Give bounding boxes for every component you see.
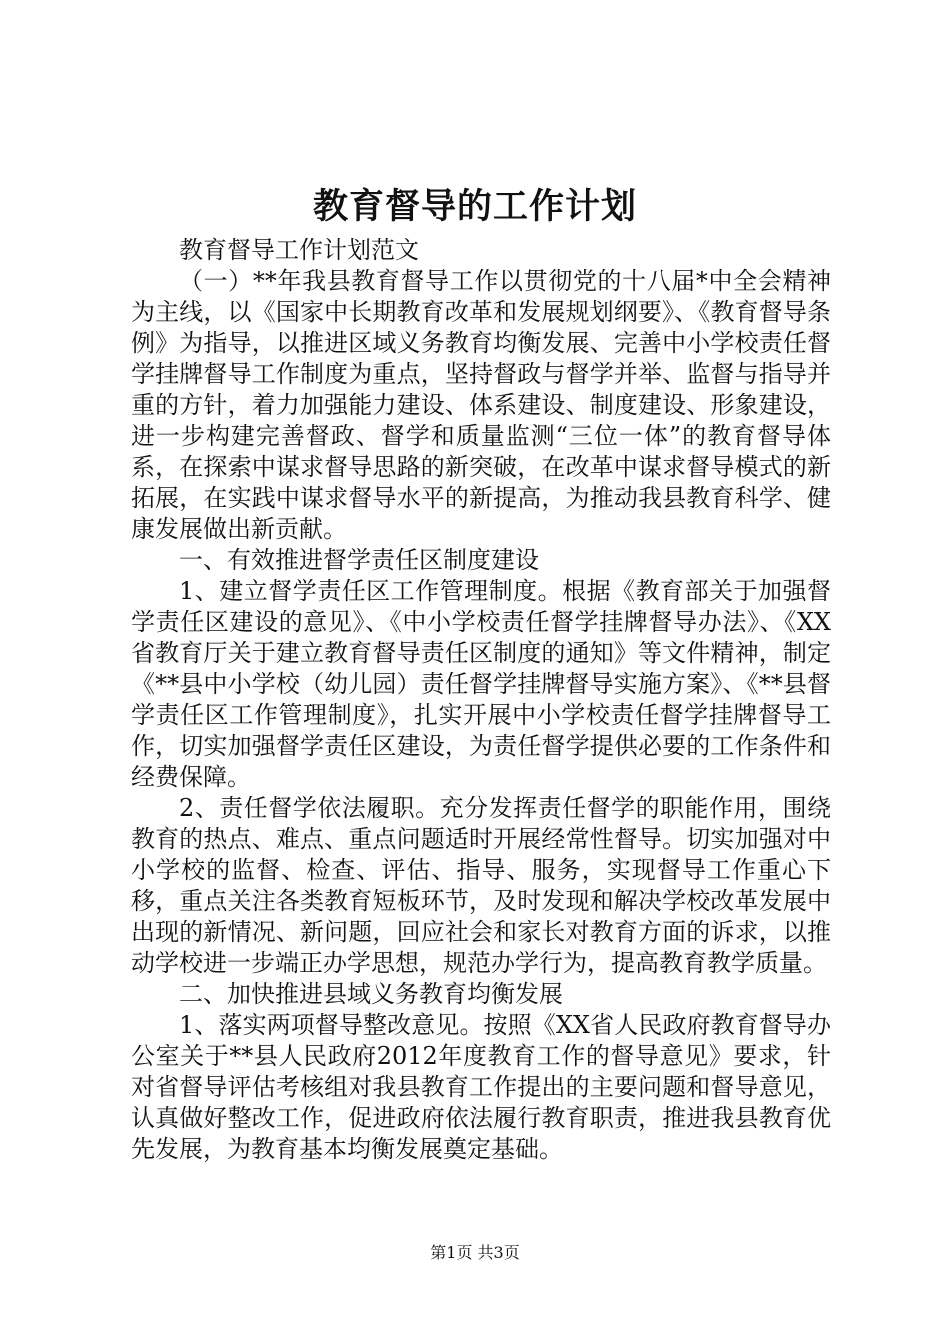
paragraph-1-2: 2、责任督学依法履职。充分发挥责任督学的职能作用，围绕教育的热点、难点、重点问题适时开展经常性督导。切实加强对中小学校的监督、检查、评估、指导、服务，实现督导工作重心下移，重点关注各类教育短板环节，及时发现和解决学校改革发展中出现的新情况、新问题，回应社会和家长对教育方面的诉求，以推动学校进一步端正办学思想，规范办学行为，提高教育教学质量。 — [131, 794, 831, 977]
paragraph-1-1: 1、建立督学责任区工作管理制度。根据《教育部关于加强督学责任区建设的意见》、《中小学校责任督学挂牌督导办法》、《XX省教育厅关于建立教育督导责任区制度的通知》等文件精神，制定《**县中小学校（幼儿园）责任督学挂牌督导实施方案》、《**县督学责任区工作管理制度》，扎实开展中小学校责任督学挂牌督导工作，切实加强督学责任区建设，为责任督学提供必要的工作条件和经费保障。 — [131, 577, 831, 791]
section-heading-2: 二、加快推进县域义务教育均衡发展 — [179, 980, 563, 1008]
document-body — [131, 235, 831, 1165]
section-heading-1: 一、有效推进督学责任区制度建设 — [179, 546, 539, 574]
paragraph-subtitle: 教育督导工作计划范文 — [179, 236, 419, 264]
paragraph-intro: （一）**年我县教育督导工作以贯彻党的十八届*中全会精神为主线，以《国家中长期教育改革和发展规划纲要》、《教育督导条例》为指导，以推进区域义务教育均衡发展、完善中小学校责任督学挂牌督导工作制度为重点，坚持督政与督学并举、监督与指导并重的方针，着力加强能力建设、体系建设、制度建设、形象建设，进一步构建完善督政、督学和质量监测“三位一体”的教育督导体系，在探索中谋求督导思路的新突破，在改革中谋求督导模式的新拓展，在实践中谋求督导水平的新提高，为推动我县教育科学、健康发展做出新贡献。 — [131, 267, 831, 543]
page-number-footer: 第1页 共3页 — [430, 1243, 520, 1262]
paragraph-2-1: 1、落实两项督导整改意见。按照《XX省人民政府教育督导办公室关于**县人民政府2012年度教育工作的督导意见》要求，针对省督导评估考核组对我县教育工作提出的主要问题和督导意见，认真做好整改工作，促进政府依法履行教育职责，推进我县教育优先发展，为教育基本均衡发展奠定基础。 — [131, 1011, 831, 1163]
document-title: 教育督导的工作计划 — [312, 186, 637, 227]
